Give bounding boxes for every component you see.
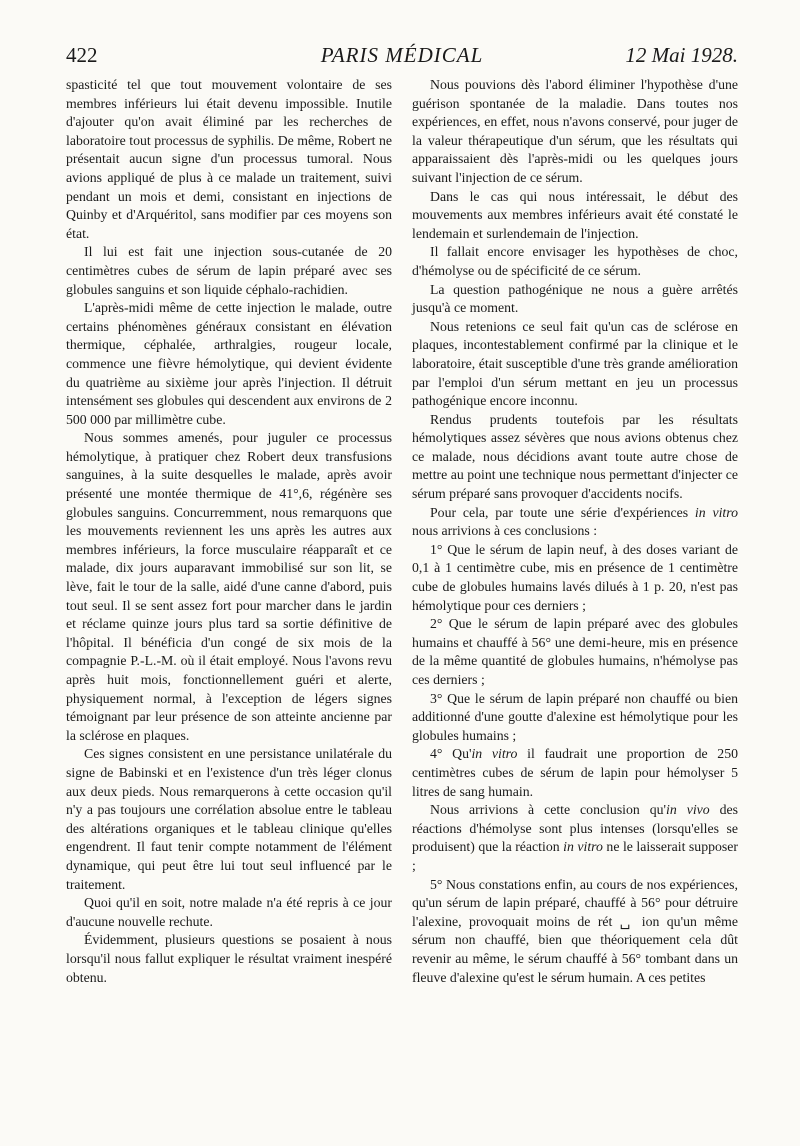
paragraph: 3° Que le sérum de lapin préparé non chauffé ou bien additionné d'une goutte d'alexine est hémolytique pour les globules humains ; [412, 690, 738, 743]
issue-date: 12 Mai 1928. [625, 43, 738, 67]
page-number: 422 [66, 43, 98, 67]
paragraph: Nous pouvions dès l'abord éliminer l'hypothèse d'une guérison spontanée de la maladie. Dans toutes nos expériences, en effet, nous n'avons conservé, pour juger de la valeur thérapeutique d'un sérum, que les résultats qui apparaissaient dès l'après-midi ou les quelques jours suivant l'injection de ce sérum. [412, 77, 738, 185]
paragraph: Il fallait encore envisager les hypothèses de choc, d'hémolyse ou de spécificité de ce sérum. [412, 244, 738, 278]
left-column [66, 76, 392, 987]
text-run: Pour cela, par toute une série d'expériences [430, 504, 695, 520]
text-run: nous arrivions à ces conclusions : [412, 523, 598, 539]
paragraph: Quoi qu'il en soit, notre malade n'a été repris à ce jour d'aucune nouvelle rechute. [66, 895, 392, 929]
paragraph: 2° Que le sérum de lapin préparé avec des globules humains et chauffé à 56° une demi-heure, mis en présence de la même quantité de globules humains, n'hémolyse pas ces derniers ; [412, 616, 738, 687]
paragraph [412, 745, 738, 801]
paragraph: Nous sommes amenés, pour juguler ce processus hémolytique, à pratiquer chez Robert deux transfusions sanguines, à la suite desquelles le malade, après avoir présenté une montée thermique de 41°,6, régénère ses globules sanguins. Concurremment, nous remarquons que les mouvements reviennent les uns après les autres aux membres inférieurs, la force musculaire réapparaît et ce malade, dix jours auparavant immobilisé sur son lit, se lève, fait le tour de la salle, aidé d'une canne d'abord, puis tout seul. Il se sent assez fort pour marcher dans le jardin et réclame quinze jours plus tard sa sortie définitive de l'hôpital. Il bénéficia d'un congé de six mois de la compagnie P.-L.-M. où il était employé. Nous l'avons revu après huit mois, fonctionnellement guéri et alerte, physiquement normal, à l'exception de légers signes témoignant par leur présence de son atteinte ancienne par la sclérose en plaques. [66, 430, 392, 743]
paragraph: Ces signes consistent en une persistance unilatérale du signe de Babinski et en l'existence d'un très léger clonus aux deux pieds. Nous remarquerons à cette occasion qu'il n'y a pas toujours une corrélation absolue entre le tableau des altérations organiques et le tableau clinique qu'elles engendrent. Il faut tenir compte notamment de l'élément dynamique, qui peut être lui tout seul influencé par le traitement. [66, 746, 392, 892]
text-run: des réactions d'hémolyse sont plus intenses (lorsqu'elles se produisent) que la réaction [412, 802, 738, 855]
text-run: 4° Qu' [430, 746, 472, 762]
italic-text: in vitro [471, 746, 518, 762]
paragraph: L'après-midi même de cette injection le malade, outre certains phénomènes généraux consistant en élévation thermique, céphalée, arthralgies, rougeur locale, commence une fièvre hémolytique, qui devient évidente du quatrième au sixième jour après l'injection. Il détruit intensément ses globules qui descendent aux environs de 2 500 000 par millimètre cube. [66, 300, 392, 427]
paragraph: 5° Nous constations enfin, au cours de nos expériences, qu'un sérum de lapin préparé, chauffé à 56° pour détruire l'alexine, provoquait moins de rét ␣ ion qu'un même sérum non chauffé, bien que théoriquement cela dût revenir au même, le sérum chauffé à 56° tombant dans un fleuve d'alexine qu'est le sérum humain. A ces petites [412, 876, 738, 985]
text-run: Nous arrivions à cette conclusion qu' [430, 802, 667, 818]
right-column [412, 76, 738, 987]
italic-text: in vivo [666, 802, 710, 818]
italic-text: in vitro [563, 839, 603, 855]
paragraph: spasticité tel que tout mouvement volontaire de ses membres inférieurs lui était devenu impossible. Inutile d'ajouter qu'on avait éliminé par les recherches de laboratoire tout processus de syphilis. De même, Robert ne présentait aucun signe d'un processus tumoral. Nous avions appliqué de plus à ce malade un traitement, suivi pendant un mois et demi, consistant en injections de Quinby et d'Arquéritol, sans modifier par ces moyens son état. [66, 77, 392, 241]
paragraph: Rendus prudents toutefois par les résultats hémolytiques assez sévères que nous avions obtenus chez ce malade, nous décidions avant toute autre chose de mettre au point une technique nous permettant d'injecter ce sérum préparé sans provoquer d'accidents nocifs. [412, 411, 738, 502]
page-header [66, 40, 738, 70]
journal-title: PARIS MÉDICAL [320, 43, 484, 67]
italic-text: in vitro [694, 504, 738, 520]
text-run: il faudrait une proportion de 250 centimètres cubes de sérum de lapin pour hémolyser 5 litres de sang humain. [412, 746, 738, 799]
paragraph [412, 504, 738, 541]
paragraph: 1° Que le sérum de lapin neuf, à des doses variant de 0,1 à 1 centimètre cube, mis en présence de 1 centimètre cube de globules humains lavés dilués à 1 p. 20, n'est pas hémolytique pour ces derniers ; [412, 541, 738, 613]
paragraph [412, 801, 738, 875]
paragraph: Évidemment, plusieurs questions se posaient à nous lorsqu'il nous fallut expliquer le résultat vraiment inespéré obtenu. [66, 932, 392, 985]
paragraph: La question pathogénique ne nous a guère arrêtés jusqu'à ce moment. [412, 281, 738, 316]
paragraph: Nous retenions ce seul fait qu'un cas de sclérose en plaques, incontestablement confirmé par la clinique et le laboratoire, était susceptible d'une très grande amélioration par l'emploi d'un sérum mettant en jeu un processus pathogénique encore inconnu. [412, 318, 738, 409]
paragraph: Il lui est fait une injection sous-cutanée de 20 centimètres cubes de sérum de lapin préparé avec ses globules sanguins et son liquide céphalo-rachidien. [66, 244, 392, 297]
paragraph: Dans le cas qui nous intéressait, le début des mouvements aux membres inférieurs avait été constaté le lendemain et surlendemain de l'injection. [412, 188, 738, 241]
text-run: ne le laisserait supposer ; [412, 839, 738, 873]
